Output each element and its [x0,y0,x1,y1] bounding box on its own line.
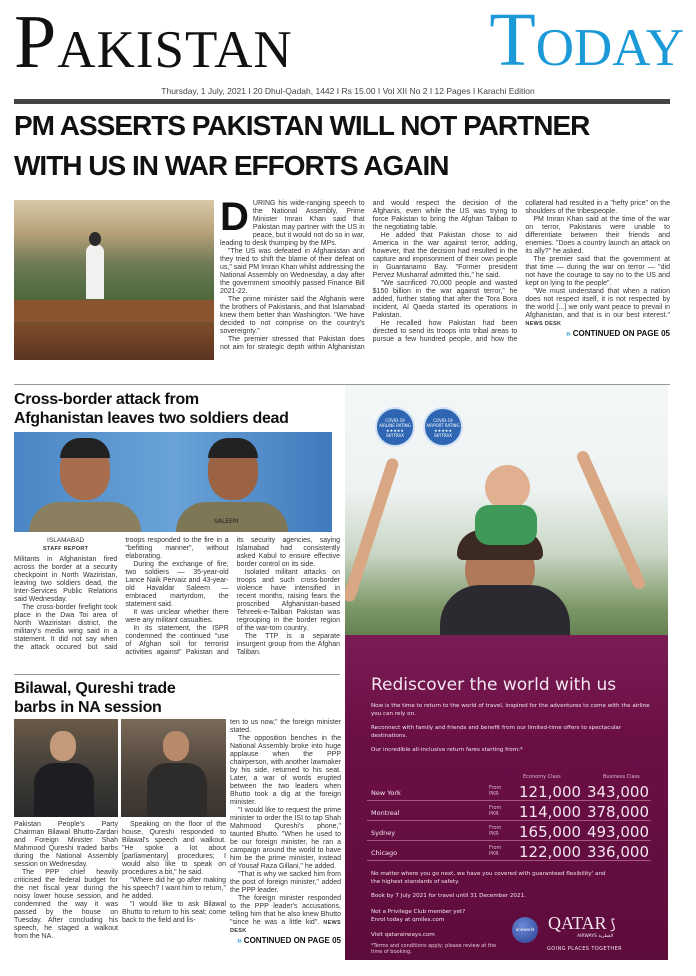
fare-row: New York From PKR 121,000 343,000 [367,781,651,801]
soldier-uniform [29,502,141,532]
face [163,731,189,761]
paragraph: "The US was defeated in Afghanistan and they tried to shift the blame of their defeat on us," said PM Imran Khan whilst addressing the National Assembly on Wednesday, a day after the government smoothly passed Finance Bill 2021-22. [220,248,365,295]
paragraph: He added that Pakistan chose to aid America in the war against terror, adding, however, that the decision had resulted in the capture and imprisonment of their own people in Guantanamo Bay. "Former president Pervez Musharraf admitted this," he said. [372,232,518,279]
paragraph: ten to us now," the foreign minister stated. [230,719,341,734]
oryx-icon: ⟆ [606,918,616,933]
lead-headline [14,106,684,186]
paragraph: Speaking on the floor of the house, Qureshi responded to Bilawal's speech and walkout. "He spoke a lot about [parliamentary] procedures; I would also like to speak on procedures a bit," he said. [122,821,226,876]
face [50,731,76,761]
story2-body [14,537,340,657]
paragraph: "Where did he go after making his speech? I want him to return," he added. [122,877,226,900]
paragraph: Pakistan People's Party Chairman Bilawal Bhutto-Zardari and Foreign Minister Shah Mahmood Qureshi traded barbs during the National Assembly session on Wednesday. [14,821,118,868]
ad-text: Reconnect with family and friends and benefit from our limited-time offers to spectacular destinations. [371,725,622,739]
suit [34,763,94,817]
paragraph: The premier said that the government at that time — during the war on terror — "did not have the courage to say no to the US and kept on lying to the people". [525,256,670,287]
lead-body [220,195,670,352]
story3-col1 [14,821,118,941]
story3-col3 [230,719,341,945]
qatar-airways-ad[interactable] [345,385,668,960]
paragraph: During the exchange of fire, two soldiers — 35-year-old Lance Naik Pervaiz and 43-year-old Havaldar Saleem — embraced martyrdom, the statement said. [125,561,229,608]
ad-text: Not a Privilege Club member yet? [371,909,466,915]
paragraph: "I would like to ask Bilawal Bhutto to return to his seat; come back to the field and lis- [122,901,226,924]
byline: STAFF REPORT [42,546,89,552]
dateline: Thursday, 1 July, 2021 I 20 Dhul-Qadah, 1442 I Rs 15.00 I Vol XII No 2 I 12 Pages I Karachi Edition [161,86,535,96]
oneworld-logo: oneworld [512,917,538,943]
paragraph: The opposition benches in the National Assembly broke into huge applause when the PPP chairperson, with another lawmaker by his side, returned to his seat. Later, a war of words erupted between the two leaders when Bhutto took a dig at the foreign minister. [230,735,341,806]
continued-link[interactable]: » CONTINUED ON PAGE 05 [566,329,670,338]
dropcap: D [220,195,249,239]
speaker-head [89,232,101,246]
headline-line: WITH US IN WAR EFFORTS AGAIN [14,150,449,181]
paragraph: "We must understand that when a nation does not respect itself, it is not respected by the world [...] we only want peace to prevail in Afghanistan, and that is in our best interest." [525,288,670,319]
story2-headline: Cross-border attack from Afghanistan leaves two soldiers dead [14,391,289,427]
paragraph: "We sacrificed 70,000 people and wasted $150 billion in the war against terror," he added, further stating that after the Tora Bora incident, Al Qaeda started its operations in Pakistan. [372,280,518,319]
terms-text: *Terms and conditions apply; please review at the time of booking. [371,943,497,955]
headline-line: PM ASSERTS PAKISTAN WILL NOT PARTNER [14,110,590,141]
column-header: Economy Class [523,774,561,780]
divider [14,674,340,675]
soldiers-photo [14,432,332,532]
paragraph: The PPP chief heavily criticised the federal budget for the net fiscal year during the noisy lower house session, and condemned the way it was passed by the house on Tuesday. After concluding his speech, he staged a walkout from the NA. [14,869,118,940]
byline: NEWS DESK [525,321,562,327]
paragraph: Isolated militant attacks on troops and such cross-border violence have intensified in recent months, raising fears the proscribed Afghanistan-based Tehreek-e-Taliban Pakistan was regrouping in the border region of the war-torn country. [236,569,340,632]
ad-text: Book by 7 July 2021 for travel until 31 December 2021. [371,893,526,899]
lead-photo [14,200,214,360]
paragraph: The premier stressed that Pakistan does not aim for strategic depth within Afghanistan and would respect the decision of the Afghanis, even while the US was trying to force Pakistan to bring the Afghan Taliban to the negotiating table. [220,200,518,351]
qatar-logo: QATAR ⟆ [548,913,616,933]
ad-tagline: GOING PLACES TOGETHER [547,946,623,952]
skytrax-badge: COVID-19 AIRPORT RATING ★★★★★ SKYTRAX [423,407,463,447]
soldier-uniform [176,502,288,532]
qatar-logo-sub: AIRWAYS القطرية [577,934,614,939]
paragraph: PM Imran Khan said at the time of the war on terror, Pakistanis were unable to differentiate between their friends and enemies. "Does a country launch an attack on its ally?" he asked. [525,216,670,255]
masthead-name-right: Today [489,0,684,82]
paragraph: It was unclear whether there were any militant casualties. [125,609,229,624]
arm [575,449,647,591]
masthead [14,0,684,84]
suit [147,763,207,817]
fare-row: Montreal From PKR 114,000 378,000 [367,801,651,821]
paragraph: "I would like to request the prime minister to order the ISI to tap Shah Mahmood Qureshi's phone," taunted Bhutto. "When he used to be our foreign minister, he ran a campaign around the world to have him be the prime minister, instead of Yousaf Raza Gillani," he added. [230,807,341,870]
bilawal-photo [14,719,118,817]
fare-row: Sydney From PKR 165,000 493,000 [367,821,651,841]
story3-col2 [122,821,226,925]
qureshi-photo [121,719,226,817]
story-dateline: ISLAMABAD [47,537,85,544]
story3-headline: Bilawal, Qureshi trade barbs in NA session [14,680,176,716]
name-tape: SALEEM [214,518,239,525]
masthead-name-left: Pakistan [14,0,293,84]
desks [14,300,214,322]
paragraph: He recalled how Pakistan had been directed to send its troops into tribal areas to pursue a few hundred people, and how the collateral had resulted in a "hefty price" on the shoulders of the tribespeople. [372,200,670,343]
ad-text: Our incredible all-inclusive return fares starting from:* [371,747,523,753]
child-face [485,465,530,510]
fare-row: Chicago From PKR 122,000 336,000 [367,841,651,861]
ad-text: Now is the time to return to the world of travel, inspired for the adventures to come with the airline you can rely on. [371,703,650,717]
paragraph: The prime minister said the Afghanis were the brothers of Pakistanis, and that Islamabad knew them better than Washington. "We have decided to not comprise on the country's sovereignty." [220,296,365,335]
chevron-right-icon: » [566,329,573,338]
divider [14,99,670,104]
soldier-hair [60,438,110,458]
ad-panel [345,635,668,960]
paragraph: The foreign minister responded to the PPP leader's accusations, telling him that he also knew Bhutto "since he was a little kid". [230,895,341,926]
ad-title: Rediscover the world with us [371,675,617,695]
paragraph: In its statement, the ISPR condemned the continued "use of Afghan soil for terrorist activities against" Pakistan and its security agencies, saying Islamabad had consistently asked Kabul to ensure effective border control on its side. [125,537,340,656]
website-link[interactable]: Visit qatarairways.com [371,932,435,938]
qmiles-link[interactable]: Enrol today at qmiles.com [371,917,445,923]
skytrax-badge: COVID-19 AIRLINE RATING ★★★★★ SKYTRAX [375,407,415,447]
paragraph: "That is why we sacked him from the post of foreign minister," added the PPP leader. [230,871,341,894]
child-shirt [475,505,537,545]
paragraph: The TTP is a separate insurgent group from the Afghan Taliban. [236,633,340,656]
paragraph: Militants in Afghanistan fired across the border at a security checkpoint in North Waziristan, leaving two soldiers dead, the Inter-Services Public Relations said Wednesday. [14,556,118,603]
paragraph: URING his wide-ranging speech to the National Assembly, Prime Minister Imran Khan said that Pakistan may partner with the US in peace, but it would not do so in war, leading to desk thumping by the MPs. [220,200,365,247]
ad-photo [345,385,668,645]
column-header: Business Class [603,774,640,780]
continued-link[interactable]: » CONTINUED ON PAGE 05 [237,936,341,945]
speaker-figure [86,244,104,299]
arm [345,457,400,603]
paragraph: The cross-border firefight took place in the Dwa Toi area of North Waziristan district, the military's media wing said in a statement. It did not say when the attack occured but said troops responded to the fire in a "befitting manner", without elaborating. [14,537,229,651]
chevron-right-icon: » [237,936,244,945]
soldier-hair [208,438,258,458]
ad-text: No matter where you go next, we have you covered with guaranteed flexibility' and the highest standards of safety. [371,871,606,885]
byline: NEWS DESK [230,920,341,934]
